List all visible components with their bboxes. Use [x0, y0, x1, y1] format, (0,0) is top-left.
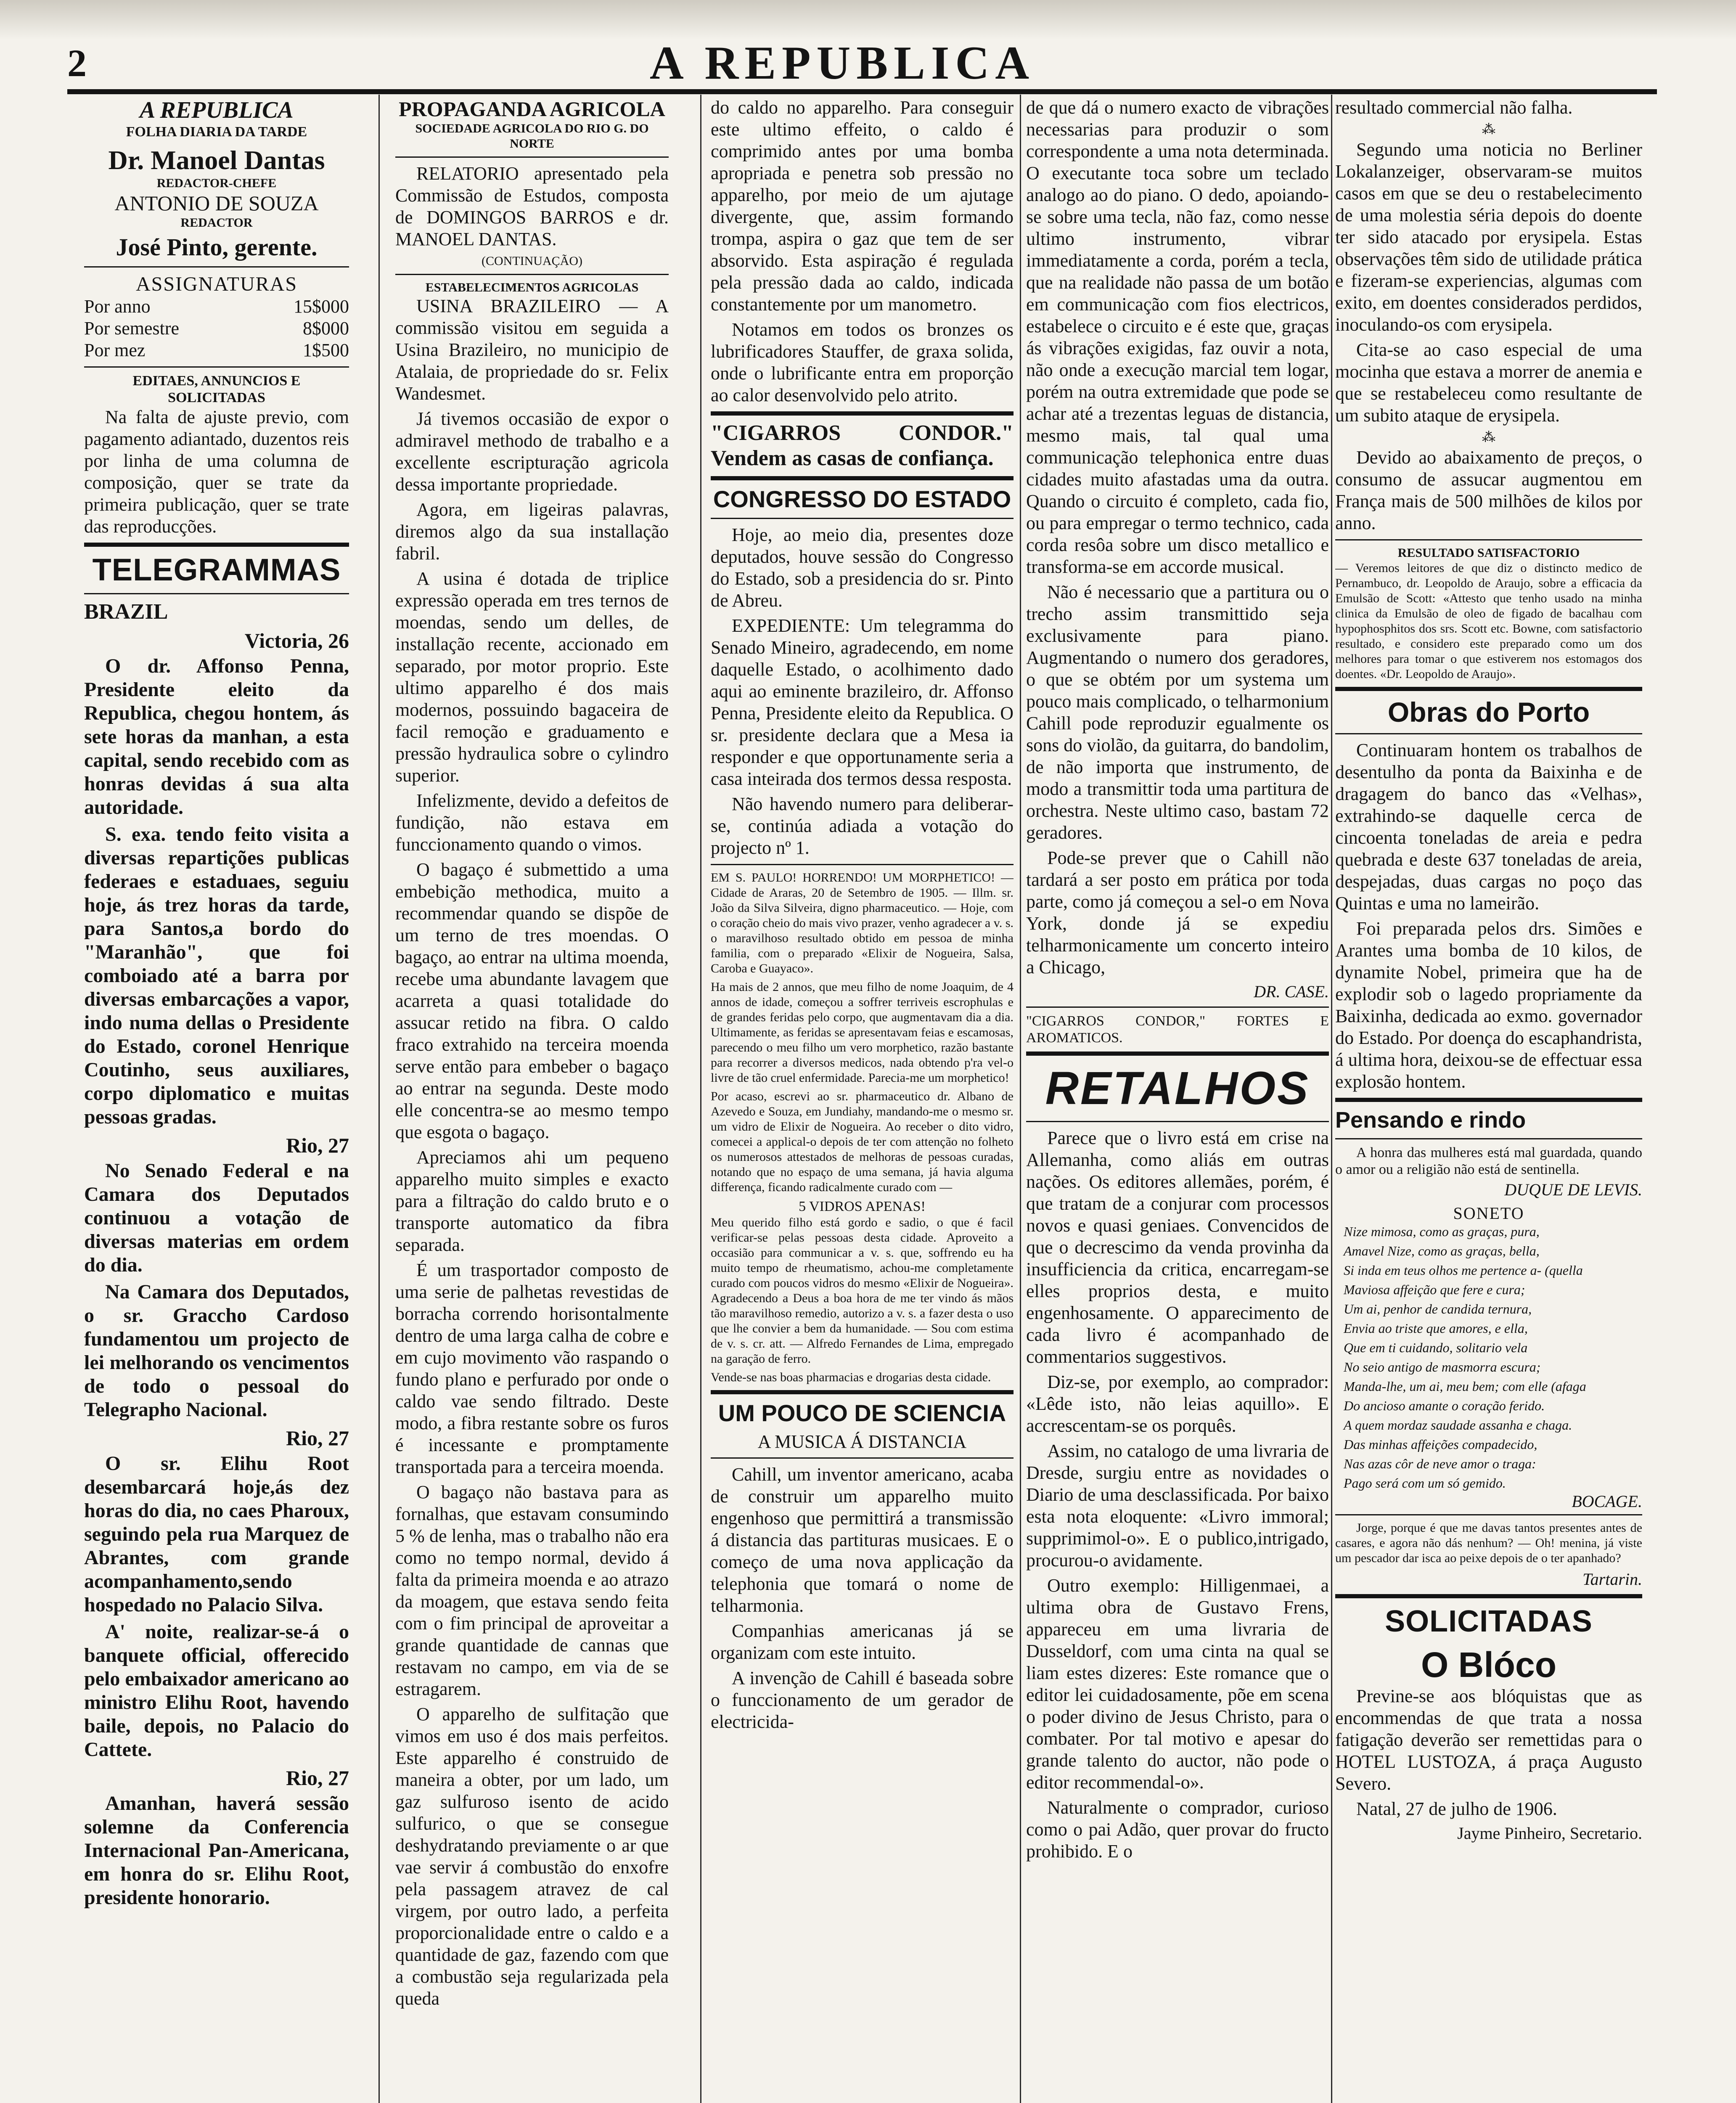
- obras-paragraph: Foi preparada pelos drs. Simões e Arantes uma bomba de 10 kilos, de dynamite Nobel, primeira que ha de explodir sob o lagedo propriamente da Baixinha, dedicada ao exmo. governador do Estado. Por doença do escaphandrista, á ultima hora, deixou-se de effectuar essa explosão hontem.: [1335, 918, 1642, 1092]
- article-paragraph: A usina é dotada de triplice expressão operada em tres ternos de moendas, sendo um delles, de installação recente, accionado em separado, por motor proprio. Este ultimo apparelho é dos mais modernos, possuindo bagaceira de facil remoção e graduamento e pressão hydraulica sobre o cylindro superior.: [395, 568, 669, 786]
- poem-line: Manda-lhe, um ai, meu bem; com elle (afaga: [1344, 1379, 1586, 1394]
- brazil-label: BRAZIL: [84, 600, 168, 624]
- poem-line: No seio antigo de masmorra escura;: [1344, 1359, 1541, 1375]
- testimony-text: Meu querido filho está gordo e sadio, o que é facil verificar-se pelas pessoas desta cidade. Aproveito a occasião para communicar a v. s. que, soffrendo eu ha muito tempo de rheumatismo, achou-me completamente curado com poucos vidros do mesmo «Elixir de Nogueira». Agradecendo a Deus a boa hora de me ter vindo ás mãos tão maravilhoso remedio, autorizo a v. s. a fazer desta o uso que lhe convier a bem da humanidade. — Sou com estima de v. s. cr. att. — Alfredo Fernandes de Lima, empregado na garação de ferro.: [711, 1216, 1014, 1366]
- redactor-role: REDACTOR: [180, 216, 253, 230]
- telegram-place: Rio, 27: [286, 1426, 349, 1450]
- bloco-paragraph: Previne-se aos blóquistas que as encommendas de que trata a nossa fatigação deverão ser remettidas para o HOTEL LUSTOZA, á praça Augusto Severo.: [1335, 1686, 1642, 1794]
- column-divider: [1331, 95, 1332, 2103]
- telegram-text: No Senado Federal e na Camara dos Deputados continuou a votação de diversas materias em ordem do dia.: [84, 1160, 349, 1276]
- soneto-title: SONETO: [1453, 1204, 1524, 1223]
- column-4: [1026, 97, 1329, 2103]
- column-3: [711, 97, 1014, 2103]
- section-banner: PROPAGANDA AGRICOLA: [399, 97, 665, 121]
- ads-text: Na falta de ajuste previo, com pagamento adiantado, duzentos reis por linha de uma columna de composição, quer se trate da primeira publicação, quer se trate das reproducções.: [84, 407, 349, 537]
- masthead-rule: [67, 89, 1657, 94]
- manager-name: José Pinto, gerente.: [116, 233, 318, 261]
- testimony-text: EM S. PAULO! HORRENDO! UM MORPHETICO! — Cidade de Araras, 20 de Setembro de 1905. — Illm. sr. João da Silva Silveira, digno pharmaceutico. — Hoje, com o coração cheio do mais vivo prazer, venho agradecer a v. s. o maravilhoso resultado obtido em pessoa de minha familia, com o preparado «Elixir de Nogueira, Salsa, Caroba e Guayaco».: [711, 871, 1014, 975]
- subscription-row: Por mez 1$500: [84, 340, 349, 360]
- retalhos-title: RETALHOS: [1045, 1062, 1310, 1114]
- article-paragraph: Apreciamos ahi um pequeno apparelho muito simples e exacto para a filtração do caldo bruto e o transporte automatico da fibra separada.: [395, 1147, 669, 1255]
- congress-paragraph: Hoje, ao meio dia, presentes doze deputados, houve sessão do Congresso do Estado, sob a presidencia do sr. Pinto de Abreu.: [711, 524, 1014, 611]
- poem-line: Envia ao triste que amores, e ella,: [1344, 1321, 1528, 1336]
- redactor-name: ANTONIO DE SOUZA: [114, 191, 319, 215]
- bloco-title: O Blóco: [1421, 1645, 1556, 1685]
- bloco-date: Natal, 27 de julho de 1906.: [1356, 1798, 1557, 1819]
- masthead-banner: A REPUBLICA: [140, 97, 294, 123]
- retalhos-paragraph: Outro exemplo: Hilligenmaei, a ultima obra de Gustavo Frens, appareceu em uma livraria de Dusseldorf, com uma cinta na qual se liam estes dizeres: Este romance que o editor lei cuidadosamente, põe em scena o poder divino de Jesus Christo, para o combater. Por tal motivo e apesar do grande talento do auctor, não pode o editor recommendal-o».: [1026, 1575, 1329, 1793]
- joke-text: Jorge, porque é que me davas tantos presentes antes de casares, e agora não dás nenhum? — Oh! menina, já viste um pescador dar isca ao peixe depois de o ter apanhado?: [1335, 1521, 1642, 1565]
- science-paragraph: A invenção de Cahill é baseada sobre o funccionamento de um gerador de electricida-: [711, 1668, 1014, 1732]
- article-paragraph: Notamos em todos os bronzes os lubrificadores Stauffer, de graxa solida, onde o lubrificante entra em proporção ao calor desenvolvido pelo atrito.: [711, 319, 1014, 405]
- poem-line: Pago será com um só gemido.: [1344, 1475, 1506, 1491]
- report-intro: RELATORIO apresentado pela Commissão de Estudos, composta de DOMINGOS BARROS e dr. MANOEL DANTAS.: [395, 163, 669, 249]
- telegram-text: S. exa. tendo feito visita a diversas repartições publicas federaes e estaduaes, seguiu hoje, ás trez horas da tarde, para Santos,a bordo do "Maranhão", que foi comboiado até a barra por diversas embarcações a vapor, indo numa dellas o Presidente do Estado, coronel Henrique Coutinho, seus auxiliares, corpo diplomatico e muitas pessoas gradas.: [84, 823, 349, 1128]
- retalhos-paragraph: Assim, no catalogo de uma livraria de Dresde, surgiu entre as novidades o Diario de uma desclassificada. Por baixo esta nota eloquente: «Livro immoral; supprimimol-o». E o publico,intrigado, procurou-o avidamente.: [1026, 1441, 1329, 1571]
- cigar-ad: "CIGARROS CONDOR." Vendem as casas de confiança.: [711, 421, 1014, 470]
- article-signature: DR. CASE.: [1254, 982, 1329, 1001]
- column-divider: [378, 95, 380, 2103]
- poem-line: Das minhas affeições compadecido,: [1344, 1437, 1538, 1452]
- editor-role: REDACTOR-CHEFE: [156, 176, 277, 190]
- subscription-row: Por anno 15$000: [84, 296, 349, 317]
- article-paragraph: O bagaço é submettido a uma embebição methodica, muito a recommendar quando se dispõe de um terno de tres moendas. O bagaço, ao entrar na ultima moenda, recebe uma abundante lavagem que acarreta a quasi totalidade do assucar retido na fibra. O caldo fraco extrahido na terceira moenda serve então para embeber o bagaço ao entrar na segunda. Deste modo elle concentra-se ao mesmo tempo que esgota o bagaço.: [395, 859, 669, 1142]
- poem-line: Maviosa affeição que fere e cura;: [1344, 1282, 1525, 1297]
- vidros-label: 5 VIDROS APENAS!: [799, 1199, 926, 1214]
- continuation-label: (CONTINUAÇÃO): [482, 254, 582, 268]
- article-paragraph: Já tivemos occasião de expor o admiravel methodo de trabalho e a excellente escripturação agricola dessa importante propriedade.: [395, 408, 669, 495]
- column-divider: [700, 95, 701, 2103]
- telegram-text: Amanhan, haverá sessão solemne da Conferencia Internacional Pan-Americana, em honra do sr. Elihu Root, presidente honorario.: [84, 1792, 349, 1909]
- retalhos-paragraph: Naturalmente o comprador, curioso como o pai Adão, quer provar do fructo prohibido. E o: [1026, 1797, 1329, 1862]
- subscriptions-title: ASSIGNATURAS: [135, 273, 298, 295]
- article-paragraph: O bagaço não bastava para as fornalhas, que estavam consumindo 5 % de lenha, mas o trabalho não era como no tempo normal, devido á falta da primeira moenda e ao atrazo da moagem, que estava sendo feita com o fim principal de aproveitar a grande quantidade de cannas que restavam no campo, em via de se estragarem.: [395, 1482, 669, 1699]
- article-paragraph: Devido ao abaixamento de preços, o consumo de assucar augmentou em França mais de 500 milhões de kilos por anno.: [1335, 447, 1642, 533]
- editor-name: Dr. Manoel Dantas: [108, 145, 325, 175]
- telegram-text: Na Camara dos Deputados, o sr. Graccho Cardoso fundamentou um projecto de lei melhorando os vencimentos de todo o pessoal do Telegrapho Nacional.: [84, 1281, 349, 1421]
- article-paragraph: O apparelho de sulfitação que vimos em uso é dos mais perfeitos. Este apparelho é construido de maneira a obter, por um lado, um gaz sulfuroso isento de acido sulfurico, o que se consegue deshydratando previamente o ar que vae servir á combustão do enxofre pela passagem atravez de cal virgem, por outro lado, a perfeita proporcionalidade entre o caldo e a quantidade de gaz, fazendo com que a combustão seja regularizada pela queda: [395, 1704, 669, 2009]
- newspaper-title: A REPUBLICA: [649, 37, 1035, 89]
- result-text: — Veremos leitores de que diz o distincto medico de Pernambuco, dr. Leopoldo de Araujo, sobre a efficacia da Emulsão de Scott: «Attesto que tenho usado na minha clinica da Emulsão de oleo de figado de bacalhau com hypophosphitos dos srs. Scott etc. Bowne, com satisfactorio resultado, e considero este preparado como um dos melhores para tomar o que estiverem nos estomagos dos doentes. «Dr. Leopoldo de Araujo».: [1335, 561, 1642, 681]
- telegram-text: O dr. Affonso Penna, Presidente eleito da Republica, chegou hontem, ás sete horas da manhan, a esta capital, sendo recebido com as honras devidas á sua alta autoridade.: [84, 655, 349, 818]
- poem-line: Nas azas côr de neve amor o traga:: [1344, 1456, 1536, 1471]
- article-paragraph: É um trasportador composto de uma serie de palhetas revestidas de borracha correndo horisontalmente dentro de uma larga calha de cobre e em cujo movimento vão raspando o fundo plano e perfurado por onde o caldo vae sendo filtrado. Deste modo, a fibra restante sobre os furos é incessante e promptamente transportada para a terceira moenda.: [395, 1260, 669, 1477]
- science-paragraph: Cahill, um inventor americano, acaba de construir um apparelho muito engenhoso que permittirá a transmissão á distancia das partituras musicaes. E o começo de uma nova applicação da telephonia que tomará o nome de telharmonia.: [711, 1464, 1014, 1616]
- section-heading: ESTABELECIMENTOS AGRICOLAS: [425, 281, 639, 294]
- telegrams-title: TELEGRAMMAS: [92, 552, 341, 587]
- top-stain: [0, 0, 1736, 40]
- telegram-place: Rio, 27: [286, 1134, 349, 1157]
- quote-author: DUQUE DE LEVIS.: [1504, 1180, 1642, 1199]
- retalhos-paragraph: Parece que o livro está em crise na Allemanha, como aliás em outras nações. Os editores allemães, porém, é que tratam de a conjurar com processos novos e quasi geniaes. Convencidos de que o decrescimo da venda provinha da insufficiencia da critica, encarregam-se elles proprios desta, e muito engenhosamente. O apparecimento de cada livro é acompanhado de commentarios suggestivos.: [1026, 1128, 1329, 1367]
- congress-paragraph: EXPEDIENTE: Um telegramma do Senado Mineiro, agradecendo, em nome daquelle Estado, o acolhimento dado aqui ao eminente brazileiro, dr. Affonso Penna, Presidente eleito da Republica. O sr. presidente declara que a Mesa ia responder e que opportunamente seria a casa inteirada dos termos dessa resposta.: [711, 615, 1014, 789]
- result-title: RESULTADO SATISFACTORIO: [1397, 546, 1580, 560]
- poem-line: Amavel Nize, como as graças, bella,: [1344, 1243, 1540, 1258]
- article-paragraph: Cita-se ao caso especial de uma mocinha que estava a morrer de anemia e que se restabeleceu como resultante de um subito ataque de erysipela.: [1335, 339, 1642, 426]
- science-paragraph: Companhias americanas já se organizam com este intuito.: [711, 1621, 1014, 1663]
- congress-paragraph: Não havendo numero para deliberar-se, continúa adiada a votação do projecto nº 1.: [711, 794, 1014, 858]
- science-title: UM POUCO DE SCIENCIA: [718, 1400, 1006, 1426]
- masthead-subtitle: FOLHA DIARIA DA TARDE: [126, 124, 307, 140]
- poem-line: Do ancioso amante o coração ferido.: [1344, 1398, 1545, 1413]
- obras-title: Obras do Porto: [1387, 697, 1590, 728]
- poem-line: A quem mordaz saudade assanha e chaga.: [1344, 1417, 1572, 1433]
- article-paragraph: resultado commercial não falha.: [1335, 97, 1573, 118]
- article-paragraph: do caldo no apparelho. Para conseguir este ultimo effeito, o caldo é comprimido antes por uma bomba apropriada e penetra sob pressão no apparelho, por meio de um ajutage divergente, que, assim formando trompa, aspira o gaz que tem de ser absorvido. Esta aspiração é regulada pela pressão dada ao caldo, indicada constantemente por um manometro.: [711, 97, 1014, 315]
- solicitadas-title: SOLICITADAS: [1385, 1605, 1593, 1638]
- column-5: resultado commercial não falha. ⁂ Segundo uma noticia no Berliner Lokalanzeiger, observaram-se muitos casos em que se deu o restabelecimento de uma molestia séria depois do doente ter sido atacado por erysipela. Estas observações têm sido de utilidade prática e fizeram-se experiencias, algumas com exito, em doentes considerados perdidos, inoculando-os com erysipela. Cita-se ao caso especial de uma mocinha que estava a morrer de anemia e que se restabeleceu como resultante de um subito ataque de erysipela. ⁂ Devido ao abaixamento de preços, o consumo de assucar augmentou em França mais de 500 milhões de kilos por anno. RESULTADO SATISFACTORIO — Veremos leitores de que diz o distincto medico de Pernambuco, dr. Leopoldo de Araujo, sobre a efficacia da Emulsão de Scott: «Attesto que tenho usado na minha clinica da Emulsão de oleo de figado de bacalhau com hypophosphitos dos srs. Scott etc. Bowne, com satisfactorio resultado, e considero este preparado como um dos melhores para tomar o que estiverem nos estomagos dos doentes. «Dr. Leopoldo de Araujo». Obras do Porto Continuaram hontem os trabalhos de desentulho da ponta da Baixinha e de dragagem do banco das «Velhas», extrahindo-se daquelle cerca de cincoenta toneladas de areia e pedra quebrada e deste 637 toneladas de areia, despejadas, duas cargas no poço das Quintas e uma no lameirão. Foi preparada pelos drs. Simões e Arantes uma bomba de 10 kilos, de dynamite Nobel, primeira que ha de explodir sob o lagedo propriamente da Baixinha, dedicada ao exmo. governador do Estado. Por doença do escaphandrista, á ultima hora, deixou-se de effectuar essa explosão hontem. Pensando e rindo A honra das mulheres está mal guardada, quando o amor ou a religião não está de sentinella. DUQUE DE LEVIS. SONETO Nize mimosa, como as graças, pura, Amavel Nize, como as graças, bella, Si inda em teus olhos me pertence a- (quella Maviosa affeição que fere e cura; Um ai, penhor de candida ternura, Envia ao triste que amores, e ella, Que em ti cuidando, solitario vela No seio antigo de masmorra escura; Manda-lhe, um ai, meu bem; com elle (afaga Do ancioso amante o coração ferido. A quem mordaz saudade assanha e chaga. Das minhas affeições compadecido, Nas azas côr de neve amor o traga: Pago será com um só gemido. BOCAGE. Jorge, porque é que me davas tantos presentes antes de casares, e agora não dás nenhum? — Oh! menina, já viste um pescador dar isca ao peixe depois de o ter apanhado? Tartarin. SOLICITADAS O Blóco Previne-se aos blóquistas que as encommendas de que trata a nossa fatigação deverão ser remettidas para o HOTEL LUSTOZA, á praça Augusto Severo. Natal, 27 de julho de 1906. Jayme Pinheiro, Secretario.: [1335, 97, 1642, 1843]
- telegram-text: A' noite, realizar-se-á o banquete official, offerecido pelo embaixador americano ao ministro Elihu Root, havendo baile, depois, no Palacio do Cattete.: [84, 1621, 349, 1761]
- joke-author: Tartarin.: [1583, 1570, 1642, 1589]
- column-divider: [1020, 95, 1021, 2103]
- telegram-place: Victoria, 26: [244, 629, 349, 652]
- retalhos-paragraph: Diz-se, por exemplo, ao comprador: «Lêde isto, não leias aquillo». E accrescentam-se os porquês.: [1026, 1372, 1329, 1436]
- congress-title: CONGRESSO DO ESTADO: [713, 486, 1011, 512]
- quote-text: A honra das mulheres está mal guardada, quando o amor ou a religião não está de sentinella.: [1335, 1145, 1642, 1177]
- section-banner-sub: SOCIEDADE AGRICOLA DO RIO G. DO NORTE: [415, 122, 649, 151]
- article-paragraph: Agora, em ligeiras palavras, diremos algo da sua installação fabril.: [395, 499, 669, 564]
- poem-line: Um ai, penhor de candida ternura,: [1344, 1301, 1532, 1316]
- page-number: 2: [67, 42, 87, 85]
- testimony-text: Ha mais de 2 annos, que meu filho de nome Joaquim, de 4 annos de idade, começou a soffrer terriveis escrophulas e de grandes feridas pelo corpo, que augmentavam dia a dia. Ultimamente, as feridas se apresentavam feias e escamosas, parecendo o meu filho um vero morphetico, razão bastante para recorrer a diversos medicos, nada obtendo p'ra vel-o livre de tão cruel enfermidade. Parecia-me um morphetico!: [711, 980, 1014, 1085]
- article-paragraph: USINA BRAZILEIRO — A commissão visitou em seguida a Usina Brazileiro, no municipio de Atalaia, de propriedade do sr. Felix Wandesmet.: [395, 296, 669, 404]
- article-paragraph: Infelizmente, devido a defeitos de fundição, não estava em funccionamento quando o vimos.: [395, 790, 669, 855]
- science-subtitle: A MUSICA Á DISTANCIA: [757, 1431, 967, 1452]
- ads-title: EDITAES, ANNUNCIOS E SOLICITADAS: [132, 373, 301, 405]
- bloco-signature: Jayme Pinheiro, Secretario.: [1457, 1824, 1642, 1843]
- pensando-title: Pensando e rindo: [1335, 1107, 1526, 1133]
- column-2: [395, 97, 669, 2103]
- testimony-text: Por acaso, escrevi ao sr. pharmaceutico dr. Albano de Azevedo e Souza, em Jundiahy, mandando-me o mesmo sr. um vidro de Elixir de Nogueira. Ao receber o dito vidro, comecei a applical-o depois de ter com attenção no folheto os numerosos attestados de melhoras de pessoas curadas, notando que no espaço de uma semana, já havia alguma differença, ficando radicalmente curado com —: [711, 1089, 1014, 1194]
- telegram-text: O sr. Elihu Root desembarcará hoje,ás dez horas do dia, no caes Pharoux, seguindo pela rua Marquez de Abrantes, com grande acompanhamento,sendo hospedado no Palacio Silva.: [84, 1452, 349, 1616]
- telegram-place: Rio, 27: [286, 1766, 349, 1790]
- science-paragraph: Não é necessario que a partitura ou o trecho assim transmittido seja exclusivamente para piano. Augmentando o numero dos geradores, o que se obtém por um systema um pouco mais complicado, o telharmonium Cahill pode reproduzir egualmente os sons do violão, da guitarra, do bandolim, de não importa que instrumento, de modo a transmittir toda uma partitura de orchestra. Neste ultimo caso, bastam 72 geradores.: [1026, 582, 1329, 843]
- obras-paragraph: Continuaram hontem os trabalhos de desentulho da ponta da Baixinha e de dragagem do banco das «Velhas», extrahindo-se daquelle cerca de cincoenta toneladas de areia e pedra quebrada e deste 637 toneladas de areia, despejadas, duas cargas no poço das Quintas e uma no lameirão.: [1335, 740, 1642, 914]
- telegrams-section: [84, 599, 349, 1910]
- masthead: [67, 37, 1657, 89]
- poem-author: BOCAGE.: [1572, 1492, 1642, 1511]
- poem-line: Que em ti cuidando, solitario vela: [1344, 1340, 1528, 1355]
- subscription-row: Por semestre 8$000: [84, 318, 349, 339]
- poem-line: Nize mimosa, como as graças, pura,: [1344, 1224, 1540, 1239]
- poem-line: Si inda em teus olhos me pertence a- (quella: [1344, 1263, 1583, 1278]
- cigar-ad: "CIGARROS CONDOR," FORTES E AROMATICOS.: [1026, 1013, 1329, 1046]
- science-paragraph: Pode-se prever que o Cahill não tardará a ser posto em prática por toda parte, como já começou a sel-o em Nova York, donde já se expediu telharmonicamente um concerto inteiro a Chicago,: [1026, 848, 1329, 977]
- science-paragraph: de que dá o numero exacto de vibrações necessarias para produzir o som correspondente a uma nota determinada. O executante toca sobre um teclado analogo ao do piano. O dedo, apoiando-se sobre uma tecla, não faz, como nesse ultimo instrumento, vibrar immediatamente a corda, porém a tecla, que na realidade não passa de um botão em communicação com fios electricos, estabelece o circuito e é este que, graças ás vibrações exigidas, faz ouvir a nota, não onde a execução marcial tem logar, porém na outra extremidade que pode se achar até a trezentas leguas de distancia, mesmo mais, tal qual uma communicação telephonica entre duas cidades muito afastadas uma da outra. Quando o circuito é completo, cada fio, ou para empregar o termo technico, cada corda resôa sobre um disco metallico e transforma-se em accorde musical.: [1026, 97, 1329, 577]
- testimony-text: Vende-se nas boas pharmacias e drogarias desta cidade.: [711, 1370, 991, 1384]
- column-1: [84, 97, 349, 2103]
- article-paragraph: Segundo uma noticia no Berliner Lokalanzeiger, observaram-se muitos casos em que se deu o restabelecimento de uma molestia séria depois do doente ter sido atacado por erysipela. Estas observações têm sido de utilidade prática e fizeram-se experiencias, algumas com exito, em doentes considerados perdidos, inoculando-os com erysipela.: [1335, 139, 1642, 335]
